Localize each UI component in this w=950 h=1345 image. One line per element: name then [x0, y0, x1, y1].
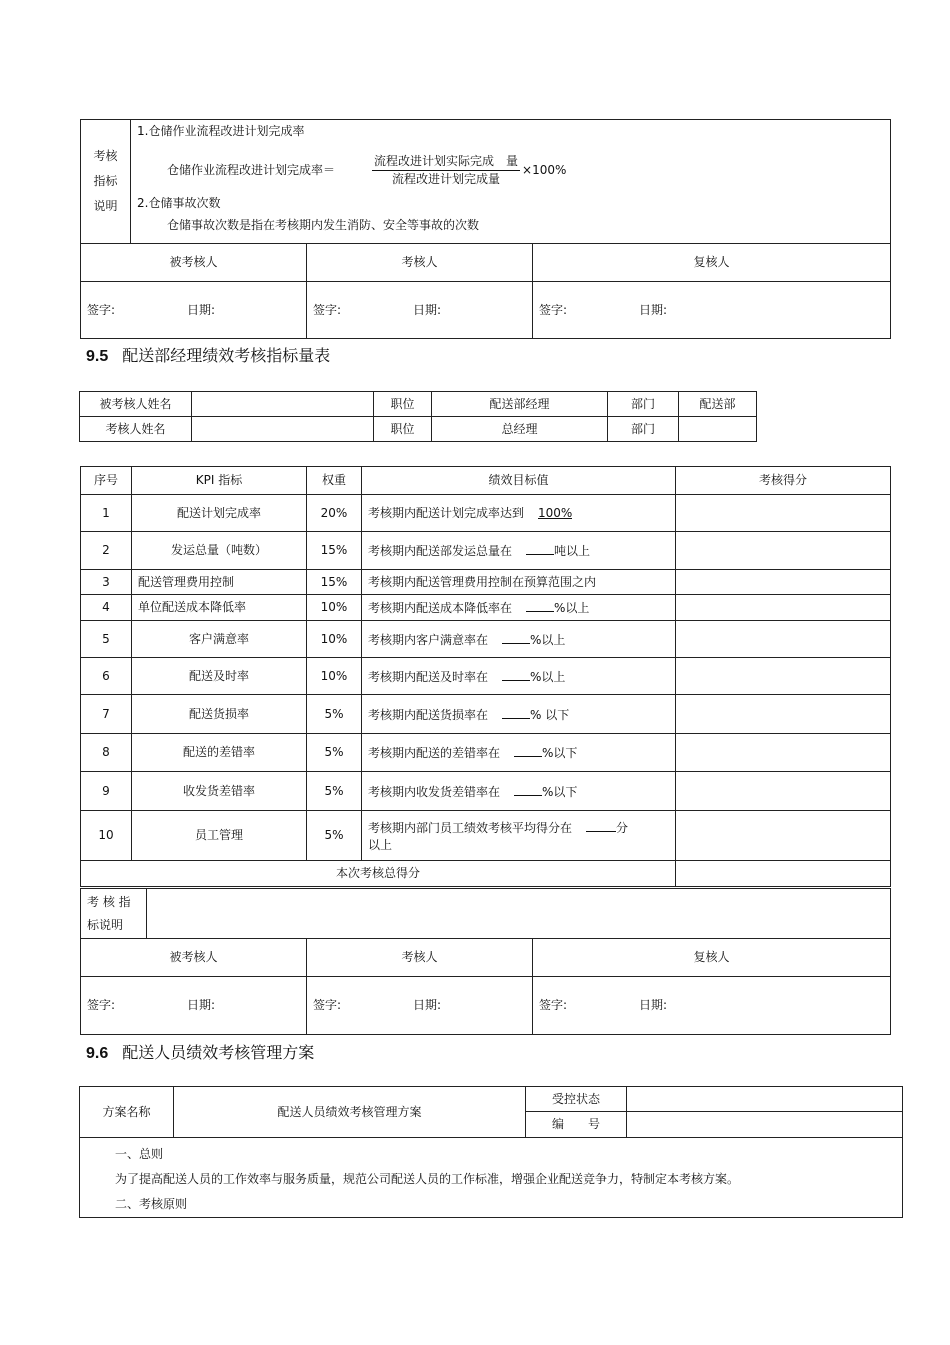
kpi-no: 10	[81, 811, 132, 861]
evaluatee-name-value[interactable]	[192, 392, 374, 417]
plan-name-label: 方案名称	[80, 1087, 174, 1138]
plan-table	[79, 1086, 903, 1218]
kpi-target-text: 考核期内配送成本降低率在	[368, 601, 513, 616]
date-label: 日期:	[187, 302, 216, 317]
dept-label: 部门	[608, 417, 679, 442]
personnel-info-table	[79, 391, 757, 442]
position-label: 职位	[374, 417, 432, 442]
item2-desc: 仓储事故次数是指在考核期内发生消防、安全等事故的次数	[167, 218, 480, 232]
kpi-target	[362, 772, 676, 811]
date-label: 日期:	[413, 302, 442, 317]
reviewer-signature-cell[interactable]	[533, 977, 891, 1035]
kpi-name: 配送计划完成率	[132, 495, 307, 532]
total-score-value[interactable]	[676, 861, 891, 887]
kpi-target	[362, 621, 676, 658]
kpi-target	[362, 811, 676, 861]
sign-label: 签字:	[539, 998, 568, 1013]
reviewer-signature-cell[interactable]	[533, 282, 891, 339]
controlled-status-value[interactable]	[627, 1087, 903, 1112]
kpi-target-text: 考核期内配送计划完成率达到	[368, 505, 525, 520]
kpi-row	[81, 495, 891, 532]
evaluator-header: 考核人	[307, 939, 533, 977]
kpi-target	[362, 595, 676, 621]
formula-fraction	[372, 153, 520, 186]
section-9-5-heading	[86, 343, 330, 366]
principle-title: 二、考核原则	[115, 1197, 188, 1211]
sign-label: 签字:	[87, 302, 116, 317]
formula-denominator: 流程改进计划完成量	[392, 171, 501, 186]
kpi-target-suffix: % 以下	[530, 707, 570, 722]
kpi-target-suffix: %以下	[542, 746, 578, 761]
kpi-name: 单位配送成本降低率	[132, 595, 307, 621]
dept-value: 配送部	[679, 392, 757, 417]
plan-body	[80, 1138, 903, 1218]
kpi-target-blank[interactable]	[526, 541, 554, 555]
kpi-no: 2	[81, 532, 132, 570]
evaluator-header: 考核人	[307, 244, 533, 282]
evaluator-signature-cell[interactable]	[307, 977, 533, 1035]
header-target: 绩效目标值	[362, 467, 676, 495]
kpi-target-text: 考核期内配送及时率在	[368, 669, 489, 684]
header-no: 序号	[81, 467, 132, 495]
kpi-target-blank[interactable]	[502, 705, 530, 719]
kpi-target-suffix: %以上	[530, 669, 566, 684]
indicator-explanation-table	[80, 119, 891, 244]
header-score: 考核得分	[676, 467, 891, 495]
sign-label: 签字:	[313, 302, 342, 317]
kpi-target-suffix: %以上	[554, 601, 590, 616]
kpi-row	[81, 570, 891, 595]
position-label: 职位	[374, 392, 432, 417]
top-signoff-table	[80, 243, 891, 339]
header-kpi: KPI 指标	[132, 467, 307, 495]
kpi-no: 7	[81, 695, 132, 734]
kpi-score[interactable]	[676, 734, 891, 772]
kpi-weight: 10%	[307, 658, 362, 695]
kpi-name: 配送及时率	[132, 658, 307, 695]
kpi-weight: 5%	[307, 695, 362, 734]
header-weight: 权重	[307, 467, 362, 495]
kpi-target-suffix: %以上	[530, 632, 566, 647]
section-9-6-heading	[86, 1040, 314, 1063]
kpi-row	[81, 811, 891, 861]
kpi-target	[362, 734, 676, 772]
evaluatee-signature-cell[interactable]	[81, 282, 307, 339]
section-number: 9.5	[86, 348, 109, 365]
item1-title: 1.仓储作业流程改进计划完成率	[137, 124, 305, 138]
kpi-row	[81, 621, 891, 658]
kpi-weight: 20%	[307, 495, 362, 532]
kpi-weight: 15%	[307, 532, 362, 570]
reviewer-header: 复核人	[533, 939, 891, 977]
kpi-weight: 10%	[307, 595, 362, 621]
evaluator-name-label: 考核人姓名	[80, 417, 192, 442]
kpi-target-blank[interactable]: 100%	[538, 505, 573, 520]
kpi-note-value[interactable]	[147, 889, 891, 939]
kpi-target-blank[interactable]	[526, 598, 554, 612]
kpi-target-blank[interactable]	[502, 630, 530, 644]
kpi-target	[362, 695, 676, 734]
code-value[interactable]	[627, 1112, 903, 1138]
kpi-score[interactable]	[676, 570, 891, 595]
general-text: 为了提高配送人员的工作效率与服务质量，规范公司配送人员的工作标准，增强企业配送竞争力，特制定本考核方案。	[115, 1172, 740, 1186]
kpi-score[interactable]	[676, 772, 891, 811]
controlled-status-label: 受控状态	[526, 1087, 627, 1112]
kpi-no: 4	[81, 595, 132, 621]
kpi-row	[81, 695, 891, 734]
kpi-row	[81, 595, 891, 621]
kpi-name: 发运总量（吨数）	[132, 532, 307, 570]
kpi-weight: 5%	[307, 811, 362, 861]
kpi-name: 配送的差错率	[132, 734, 307, 772]
reviewer-header: 复核人	[533, 244, 891, 282]
kpi-no: 1	[81, 495, 132, 532]
evaluator-name-value[interactable]	[192, 417, 374, 442]
position-value: 配送部经理	[432, 392, 608, 417]
position-value: 总经理	[432, 417, 608, 442]
evaluatee-signature-cell[interactable]	[81, 977, 307, 1035]
kpi-name: 收发货差错率	[132, 772, 307, 811]
indicator-explanation-label: 考核 指标 说明	[81, 120, 131, 244]
sign-label: 签字:	[539, 302, 568, 317]
kpi-score[interactable]	[676, 532, 891, 570]
date-label: 日期:	[639, 998, 668, 1013]
kpi-name: 配送管理费用控制	[132, 570, 307, 595]
general-title: 一、总则	[115, 1147, 164, 1161]
code-label: 编 号	[526, 1112, 627, 1138]
kpi-row	[81, 532, 891, 570]
plan-name-value: 配送人员绩效考核管理方案	[174, 1087, 526, 1138]
kpi-weight: 15%	[307, 570, 362, 595]
kpi-target-suffix: 吨以上	[554, 544, 591, 559]
kpi-weight: 5%	[307, 734, 362, 772]
kpi-score[interactable]	[676, 811, 891, 861]
kpi-target-suffix: 分 以上	[368, 821, 629, 852]
section-number: 9.6	[86, 1045, 109, 1062]
section-title: 配送人员绩效考核管理方案	[122, 1043, 315, 1062]
kpi-name: 配送货损率	[132, 695, 307, 734]
sign-label: 签字:	[87, 998, 116, 1013]
kpi-name: 员工管理	[132, 811, 307, 861]
date-label: 日期:	[187, 998, 216, 1013]
sign-label: 签字:	[313, 998, 342, 1013]
kpi-target-text: 考核期内配送管理费用控制在预算范围之内	[368, 574, 597, 589]
kpi-signoff-table	[80, 938, 891, 1035]
total-score-label: 本次考核总得分	[81, 861, 676, 887]
evaluatee-name-label: 被考核人姓名	[80, 392, 192, 417]
kpi-weight: 5%	[307, 772, 362, 811]
formula-left: 仓储作业流程改进计划完成率＝	[167, 162, 336, 177]
kpi-target	[362, 532, 676, 570]
kpi-score[interactable]	[676, 658, 891, 695]
kpi-score[interactable]	[676, 595, 891, 621]
section-title: 配送部经理绩效考核指标量表	[122, 346, 331, 365]
kpi-target-text: 考核期内配送部发运总量在	[368, 544, 513, 559]
kpi-target-blank[interactable]	[514, 743, 542, 757]
dept-label: 部门	[608, 392, 679, 417]
kpi-no: 5	[81, 621, 132, 658]
item2-title: 2.仓储事故次数	[137, 196, 221, 210]
kpi-target-text: 考核期内收发货差错率在	[368, 784, 501, 799]
kpi-target-text: 考核期内部门员工绩效考核平均得分在	[368, 821, 573, 836]
kpi-target-text: 考核期内配送的差错率在	[368, 746, 501, 761]
kpi-note-table	[80, 888, 891, 939]
kpi-no: 6	[81, 658, 132, 695]
kpi-weight: 10%	[307, 621, 362, 658]
kpi-no: 9	[81, 772, 132, 811]
evaluatee-header: 被考核人	[81, 244, 307, 282]
kpi-no: 8	[81, 734, 132, 772]
kpi-target-blank[interactable]	[586, 818, 616, 832]
kpi-no: 3	[81, 570, 132, 595]
kpi-score[interactable]	[676, 695, 891, 734]
date-label: 日期:	[413, 998, 442, 1013]
formula-multiplier: ×100%	[522, 162, 567, 177]
evaluator-signature-cell[interactable]	[307, 282, 533, 339]
date-label: 日期:	[639, 302, 668, 317]
kpi-note-label: 考 核 指 标说明	[81, 889, 147, 939]
kpi-target	[362, 570, 676, 595]
kpi-target	[362, 658, 676, 695]
evaluatee-header: 被考核人	[81, 939, 307, 977]
kpi-target-text: 考核期内客户满意率在	[368, 632, 489, 647]
formula-numerator: 流程改进计划实际完成 量	[372, 153, 520, 170]
kpi-row	[81, 658, 891, 695]
kpi-target-suffix: %以下	[542, 784, 578, 799]
indicator-explanation-body	[131, 120, 891, 244]
kpi-name: 客户满意率	[132, 621, 307, 658]
kpi-row	[81, 772, 891, 811]
kpi-target-text: 考核期内配送货损率在	[368, 707, 489, 722]
kpi-row	[81, 734, 891, 772]
kpi-target-blank[interactable]	[514, 782, 542, 796]
dept-value[interactable]	[679, 417, 757, 442]
kpi-target-blank[interactable]	[502, 667, 530, 681]
kpi-score[interactable]	[676, 495, 891, 532]
kpi-table	[80, 466, 891, 887]
kpi-target	[362, 495, 676, 532]
kpi-score[interactable]	[676, 621, 891, 658]
